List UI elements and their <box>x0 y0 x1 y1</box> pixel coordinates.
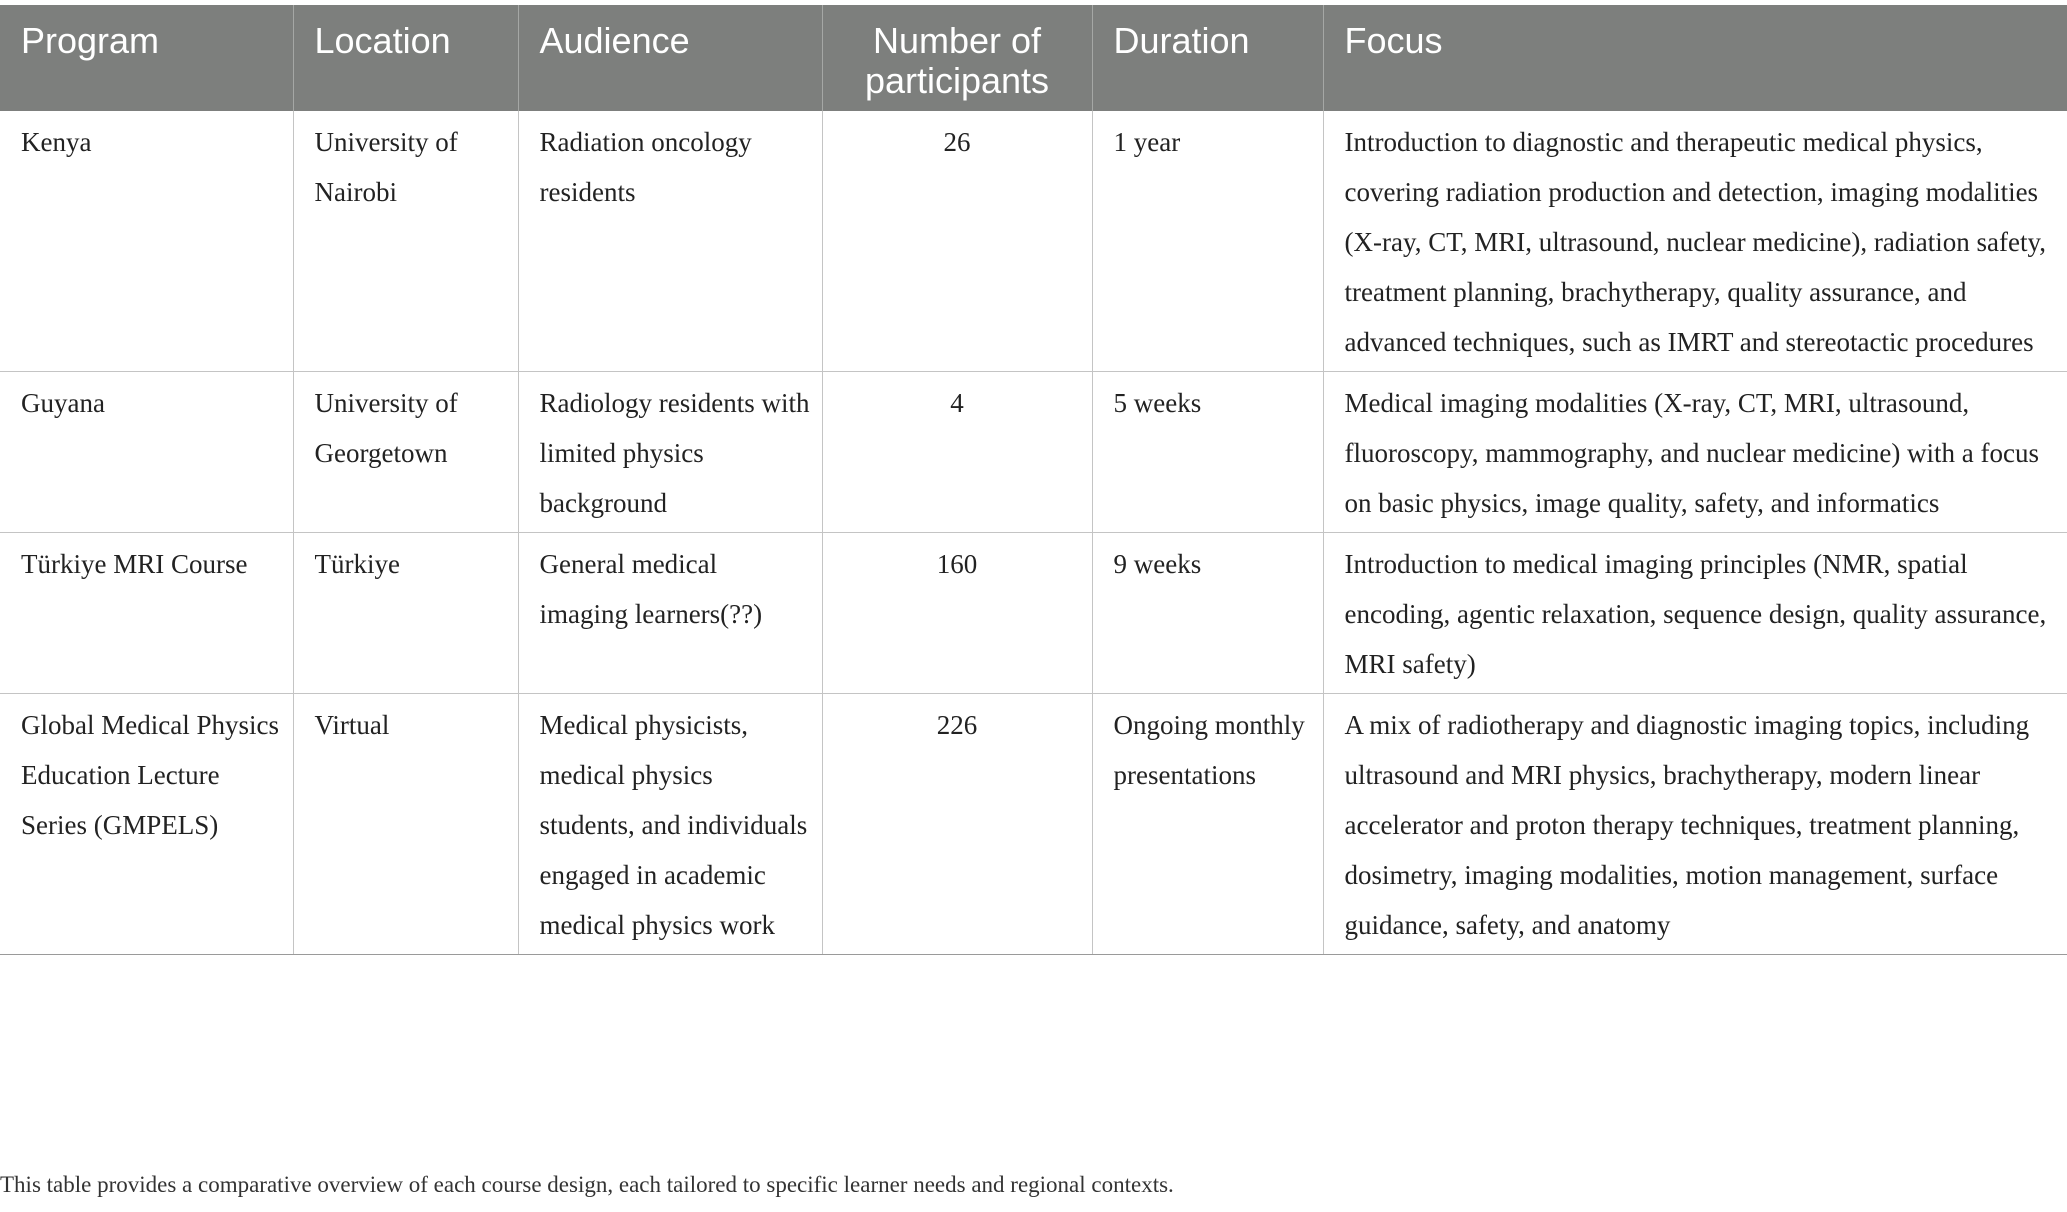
table-row <box>0 111 2067 372</box>
cell-focus: Medical imaging modalities (X-ray, CT, MRI, ultrasound, fluoroscopy, mammography, and nuclear medicine) with a focus on basic physics, image quality, safety, and informatics <box>1323 372 2067 533</box>
cell-duration: 9 weeks <box>1092 533 1323 694</box>
cell-location: Virtual <box>293 694 518 955</box>
cell-participants: 160 <box>822 533 1092 694</box>
program-comparison-table <box>0 5 2067 955</box>
cell-focus: Introduction to diagnostic and therapeutic medical physics, covering radiation production and detection, imaging modalities (X-ray, CT, MRI, ultrasound, nuclear medicine), radiation safety, treatment planning, brachytherapy, quality assurance, and advanced techniques, such as IMRT and stereotactic procedures <box>1323 111 2067 372</box>
cell-participants: 226 <box>822 694 1092 955</box>
header-duration: Duration <box>1092 5 1323 111</box>
cell-program: Türkiye MRI Course <box>0 533 293 694</box>
program-table-container <box>0 5 2067 955</box>
cell-duration: 1 year <box>1092 111 1323 372</box>
table-row <box>0 533 2067 694</box>
cell-audience: General medical imaging learners(??) <box>518 533 822 694</box>
cell-program: Kenya <box>0 111 293 372</box>
cell-duration: Ongoing monthly presentations <box>1092 694 1323 955</box>
cell-location: Türkiye <box>293 533 518 694</box>
cell-program: Guyana <box>0 372 293 533</box>
header-program: Program <box>0 5 293 111</box>
header-location: Location <box>293 5 518 111</box>
cell-audience: Medical physicists, medical physics students, and individuals engaged in academic medical physics work <box>518 694 822 955</box>
cell-location: University of Georgetown <box>293 372 518 533</box>
table-row <box>0 372 2067 533</box>
header-participants: Number of participants <box>822 5 1092 111</box>
table-footnote: This table provides a comparative overview of each course design, each tailored to specific learner needs and regional contexts. <box>0 1172 1174 1197</box>
cell-audience: Radiology residents with limited physics background <box>518 372 822 533</box>
cell-participants: 26 <box>822 111 1092 372</box>
table-header-row <box>0 5 2067 111</box>
cell-audience: Radiation oncology residents <box>518 111 822 372</box>
cell-program: Global Medical Physics Education Lecture Series (GMPELS) <box>0 694 293 955</box>
cell-location: University of Nairobi <box>293 111 518 372</box>
cell-duration: 5 weeks <box>1092 372 1323 533</box>
table-row <box>0 694 2067 955</box>
cell-focus: A mix of radiotherapy and diagnostic imaging topics, including ultrasound and MRI physics, brachytherapy, modern linear accelerator and proton therapy techniques, treatment planning, dosimetry, imaging modalities, motion management, surface guidance, safety, and anatomy <box>1323 694 2067 955</box>
cell-focus: Introduction to medical imaging principles (NMR, spatial encoding, agentic relaxation, sequence design, quality assurance, MRI safety) <box>1323 533 2067 694</box>
cell-participants: 4 <box>822 372 1092 533</box>
header-audience: Audience <box>518 5 822 111</box>
header-focus: Focus <box>1323 5 2067 111</box>
